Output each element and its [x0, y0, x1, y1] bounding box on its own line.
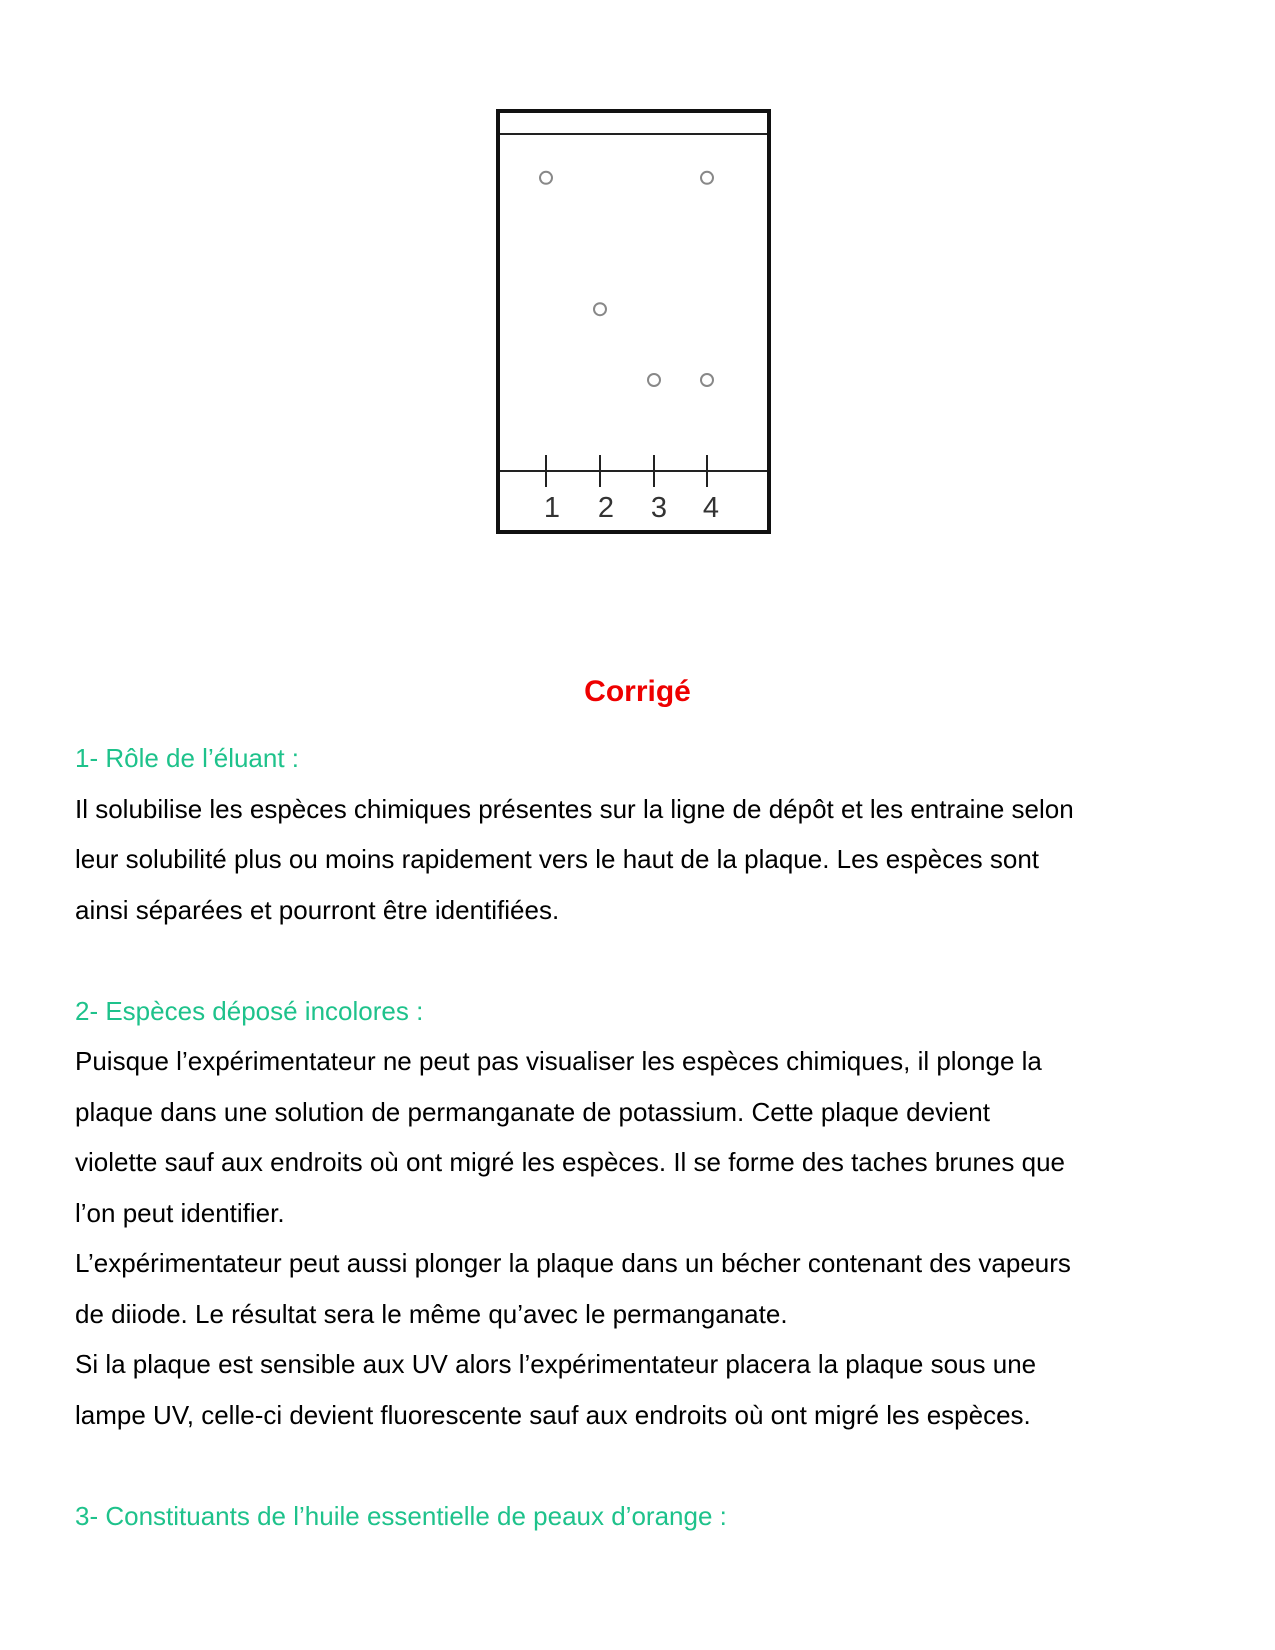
section-3-heading: 3- Constituants de l’huile essentielle de peaux d’orange : — [75, 1500, 727, 1531]
page-title: Corrigé — [584, 675, 691, 708]
lane-label-1: 1 — [543, 492, 561, 524]
section-2-line-2: plaque dans une solution de permanganate de potassium. Cette plaque devient — [75, 1096, 990, 1127]
document-body — [75, 733, 1225, 1541]
lane-label-4: 4 — [702, 492, 720, 524]
section-1-heading: 1- Rôle de l’éluant : — [75, 743, 300, 773]
section-2-line-8: lampe UV, celle-ci devient fluorescente sauf aux endroits où ont migré les espèces. — [75, 1399, 1031, 1430]
chromatography-plate-svg — [496, 109, 771, 534]
section-2-line-4: l’on peut identifier. — [75, 1197, 285, 1228]
section-2-line-6: de diiode. Le résultat sera le même qu’avec le permanganate. — [75, 1298, 788, 1329]
section-spacer — [75, 1440, 1225, 1491]
section-2-line-5: L’expérimentateur peut aussi plonger la plaque dans un bécher contenant des vapeurs — [75, 1248, 1071, 1278]
section-2-heading: 2- Espèces déposé incolores : — [75, 995, 424, 1026]
section-2-line-1: Puisque l’expérimentateur ne peut pas visualiser les espèces chimiques, il plonge la — [75, 1046, 1042, 1076]
section-2-line-3: violette sauf aux endroits où ont migré les espèces. Il se forme des taches brunes que — [75, 1147, 1065, 1177]
lane-label-2: 2 — [597, 492, 615, 524]
chromatography-plate-diagram — [496, 109, 771, 534]
lane-label-3: 3 — [650, 492, 668, 524]
section-1-line-1: Il solubilise les espèces chimiques présentes sur la ligne de dépôt et les entraine selon — [75, 793, 1074, 824]
section-spacer — [75, 935, 1225, 986]
section-2-line-7: Si la plaque est sensible aux UV alors l’expérimentateur placera la plaque sous une — [75, 1349, 1037, 1379]
section-1-line-3: ainsi séparées et pourront être identifiées. — [75, 894, 560, 925]
section-1-line-2: leur solubilité plus ou moins rapidement vers le haut de la plaque. Les espèces sont — [75, 844, 1040, 874]
plate-border — [498, 111, 769, 532]
